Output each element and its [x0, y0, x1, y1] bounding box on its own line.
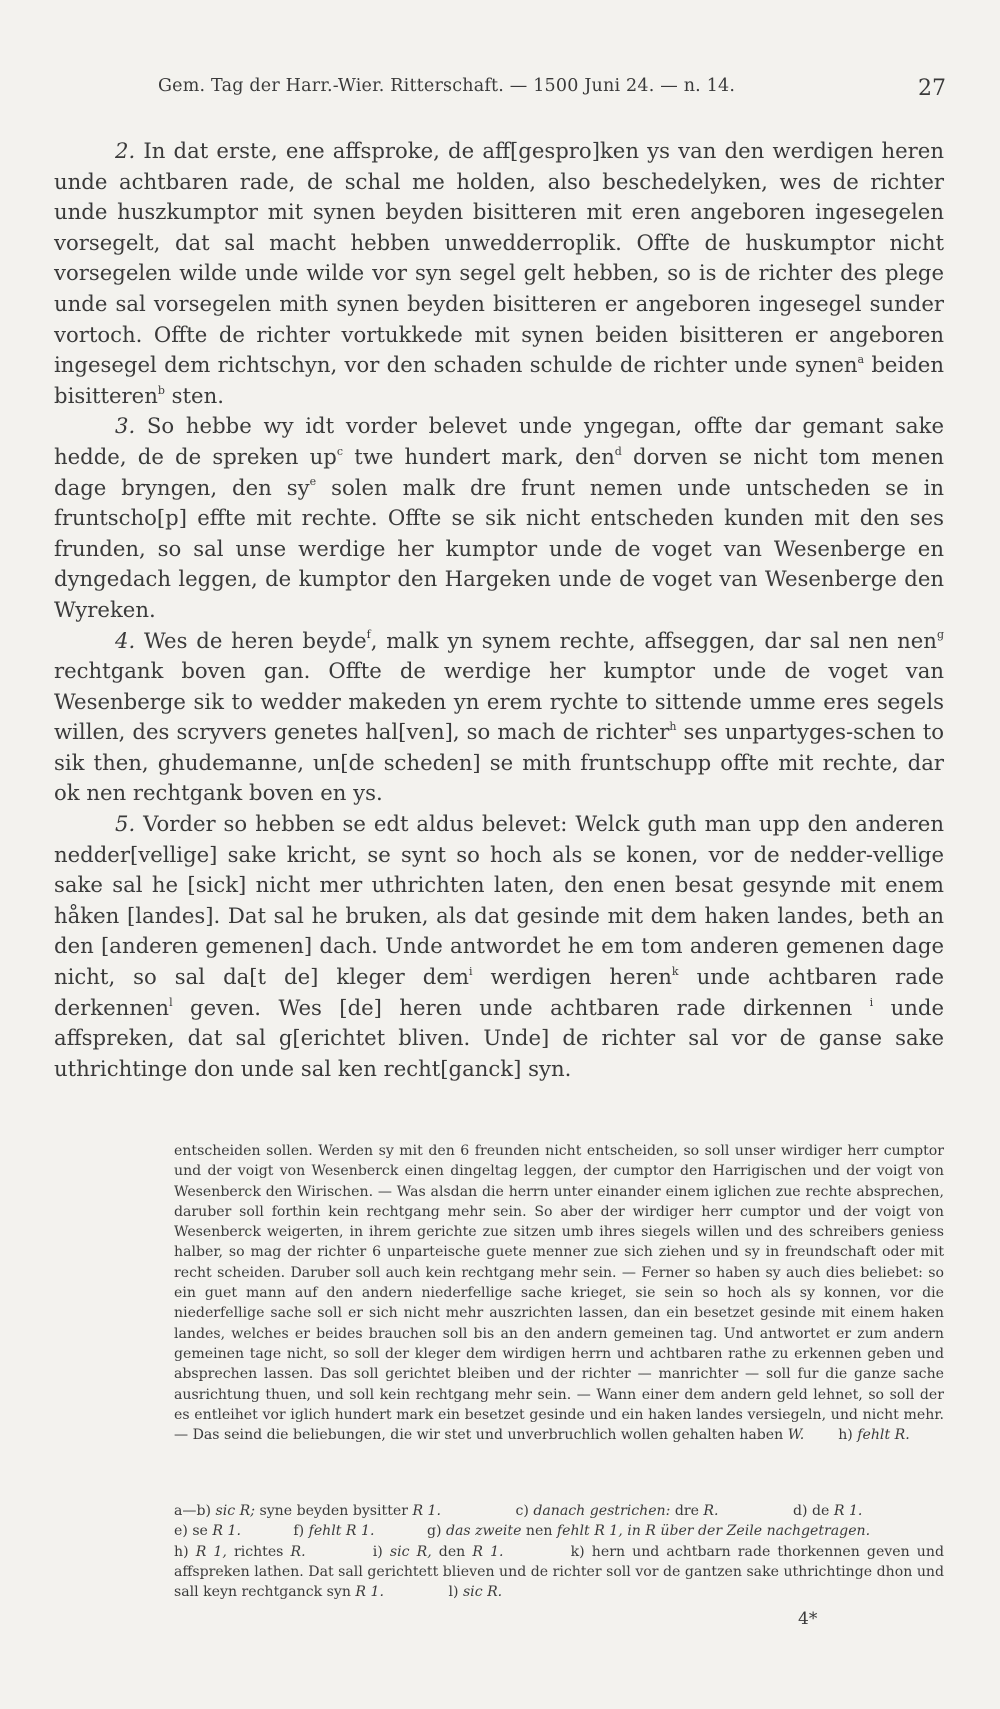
- paragraph-text: In dat erste, ene affsproke, de aff[gespro]ken ys van den werdigen heren unde achtbaren rade, de schal me holden, also beschedelyken, wes de richter unde huszkumptor mit synen beyden bisitteren mit eren angeboren ingesegelen vorsegelt, dat sal macht hebben unwedderroplik. Offte de huskumptor nicht vorsegelen wilde unde wilde vor syn segel gelt hebben, so is de richter des plege unde sal vorsegelen mith synen beyden bisitteren er angeboren ingesegel sunder vortoch. Offte de richter vortukkede mit synen beiden bisitteren er angeboren ingesegel dem richtschyn, vor den schaden schulde de richter unde synen: [54, 138, 944, 378]
- paragraph-3: [54, 411, 944, 625]
- paragraph-text: ses unpartyges-schen to sik then, ghudemanne, un[de scheden] se mith fruntschupp offte mit rechte, dar ok nen rechtgank boven en ys.: [54, 719, 945, 806]
- note-text: dre: [670, 1503, 704, 1519]
- source-siglum: W.: [787, 1427, 805, 1444]
- running-title: Gem. Tag der Harr.-Wier. Ritterschaft. — 1500 Juni 24. — n. 14.: [158, 76, 736, 96]
- paragraph-text: werdigen heren: [472, 964, 672, 990]
- footnote-marker: h: [669, 720, 677, 734]
- note-italic: R 1.: [412, 1503, 441, 1519]
- note-italic: R.: [290, 1543, 306, 1560]
- paragraph-number: 5.: [115, 811, 136, 837]
- note-italic: fehlt R 1, in R über der Zeile nachgetragen.: [556, 1523, 871, 1540]
- paragraph-text: geven. Wes [de] heren unde achtbaren rade dirkennen: [172, 994, 870, 1020]
- note-text: den: [431, 1543, 473, 1560]
- footnote-marker: l: [169, 995, 173, 1009]
- note-italic: R 1.: [472, 1543, 504, 1560]
- paragraph-2: [54, 136, 944, 411]
- paragraph-5: [54, 809, 944, 1084]
- note-label: h): [174, 1543, 189, 1560]
- note-italic: R 1.: [833, 1503, 863, 1519]
- footnote-marker: g: [936, 628, 945, 642]
- paragraph-text: solen malk dre frunt nemen unde untscheden se in fruntscho[p] effte mit rechte. Offte se sik nicht entscheden kunden mit den ses frunden, so sal unse werdige her kumptor unde de voget van Wesenberge en dyngedach leggen, de kumptor den Hargeken unde de voget van Wesenberge den Wyreken.: [54, 474, 944, 622]
- paragraph-text: So hebbe wy idt vorder belevet unde yngegan, offte dar gemant sake hedde, de de spreken up: [54, 413, 944, 469]
- note-label: c): [515, 1503, 529, 1519]
- note-label: d): [793, 1503, 808, 1519]
- signature-mark: 4*: [798, 1609, 818, 1629]
- critical-apparatus: [174, 1501, 944, 1602]
- paragraph-number: 4.: [115, 627, 136, 653]
- note-label: e): [174, 1523, 188, 1540]
- note-label: a—b): [174, 1503, 212, 1519]
- paragraph-text: rechtgank boven gan. Offte de werdige her kumptor unde de voget van Wesenberge sik to wedder makeden yn erem rychte to sittende umme eres segels willen, des scryvers genetes hal[ven], so mach de richter: [54, 658, 944, 745]
- footnote-marker: c: [336, 444, 344, 458]
- note-text: de: [807, 1503, 834, 1519]
- paragraph-text: beiden bisitteren: [54, 352, 944, 408]
- note-text: richtes: [226, 1543, 291, 1560]
- apparatus-line: [174, 1521, 944, 1541]
- note-label: f): [293, 1523, 305, 1540]
- translation-note-text: [174, 1141, 944, 1445]
- translation-note: [174, 1141, 944, 1445]
- note-label: l): [448, 1584, 459, 1601]
- note-italic: danach gestrichen:: [533, 1503, 671, 1519]
- paragraph-text: Vorder so hebben se edt aldus belevet: Welck guth man upp den anderen nedder[vellige] sake kricht, se synt so hoch als se konen, vor de nedder-vellige sake sal he [sick] nicht mer uthrichten laten, den enen besat gesynde mit enem håken [landes]. Dat sal he bruken, als dat gesinde mit dem haken landes, beth an den [anderen gemenen] dach. Unde antwordet he em tom anderen gemenen dage nicht, so sal da[t de] kleger dem: [54, 811, 944, 990]
- note-text: se: [187, 1523, 213, 1540]
- note-label: k): [570, 1543, 585, 1560]
- translation-text: entscheiden sollen. Werden sy mit den 6 freunden nicht entscheiden, so soll unser wirdiger herr cumptor und der voigt von Wesenberck einen dingeltag leggen, der cumptor den Harrigischen und der voigt von Wesenberck den Wirischen. — Was alsdan die herrn unter einander einem iglichen zue rechte absprechen, daruber soll forthin kein rechtgang mehr sein. So aber der wirdiger herr cumptor und der voigt von Wesenberck weigerten, in ihrem gerichte zue sitzen umb ihres siegels willen und des schreibers geniess halber, so mag der richter 6 unparteische guete menner zue sich ziehen und sy in freundschaft oder mit recht scheiden. Daruber soll auch kein rechtgang mehr sein. — Ferner so haben sy auch dies beliebet: so ein guet mann auf den andern niederfellige sache krieget, sie sein so hoch als sy konnen, vor die niederfellige sache soll er sich nicht mehr auszrichten lassen, dan ein besetzet gesinde mit einem haken landes, welches er beides brauchen soll bis an den andern gemeinen tag. Und antwortet er zum andern gemeinen tage nicht, so soll der kleger dem wirdigen herrn und achtbaren rathe zu erkennen geben und absprechen lassen. Das soll gerichtet bleiben und der richter — manrichter — soll fur die ganze sache ausrichtung thuen, und soll kein rechtgang mehr sein. — Wann einer dem andern geld lehnet, so soll der es entleihet vor iglich hundert mark ein besetzet gesinde und ein haken landes versiegeln, und nicht mehr. — Das seind die beliebungen, die wir stet und unverbruchlich wollen gehalten haben: [174, 1143, 944, 1444]
- paragraph-number: 3.: [115, 413, 136, 439]
- main-text: [54, 136, 944, 1084]
- footnote-marker: b: [157, 383, 165, 397]
- apparatus-line: [174, 1542, 944, 1603]
- note-italic: R 1.: [212, 1523, 241, 1540]
- paragraph-text: sten.: [164, 382, 224, 408]
- paragraph-text: unde achtbaren rade derkennen: [54, 964, 945, 1020]
- paragraph-text: unde affspreken, dat sal g[erichtet bliven. Unde] de richter sal vor de ganse sake uthrichtinge don unde sal ken recht[ganck] syn.: [54, 994, 944, 1081]
- paragraph-number: 2.: [115, 138, 136, 163]
- footnote-marker: i: [469, 964, 473, 978]
- note-label: i): [372, 1543, 383, 1560]
- note-italic: R 1.: [355, 1584, 384, 1601]
- footnote-marker: k: [671, 964, 679, 978]
- paragraph-text: Wes de heren beyde: [135, 627, 367, 653]
- apparatus-line: [174, 1501, 944, 1521]
- note-italic: das zweite: [445, 1523, 522, 1540]
- paragraph-text: dorven se nicht tom menen dage bryngen, den sy: [54, 443, 945, 500]
- paragraph-text: twe hundert mark, den: [343, 443, 615, 469]
- footnote-marker: d: [614, 444, 622, 458]
- footnote-marker: i: [869, 995, 874, 1009]
- paragraph-text: , malk yn synem rechte, affseggen, dar sal nen nen: [370, 627, 937, 653]
- running-header: [0, 68, 1000, 108]
- note-text: nen: [521, 1523, 557, 1540]
- note-label: g): [426, 1523, 442, 1540]
- note-text: hern und achtbarn rade thorkennen geven und affspreken lathen. Dat sall gerichtett blieven und de richter soll vor de gantzen sake uthrichtinge dhon und sall keyn rechtganck syn: [174, 1543, 944, 1601]
- note-text: fehlt R.: [857, 1427, 910, 1444]
- note-italic: R 1,: [195, 1543, 227, 1560]
- paragraph-4: [54, 626, 944, 810]
- note-italic: sic R;: [215, 1503, 255, 1519]
- footnote-marker: f: [366, 628, 371, 642]
- footnote-marker: a: [857, 353, 865, 367]
- note-italic: sic R.: [462, 1584, 503, 1601]
- note-italic: sic R,: [389, 1543, 432, 1560]
- footnote-marker: e: [309, 475, 317, 489]
- note-text: syne beyden bysitter: [255, 1503, 413, 1519]
- note-italic: R.: [703, 1503, 719, 1519]
- page-number: 27: [918, 76, 946, 101]
- note-italic: fehlt R 1.: [308, 1523, 375, 1540]
- note-label: h): [838, 1427, 853, 1444]
